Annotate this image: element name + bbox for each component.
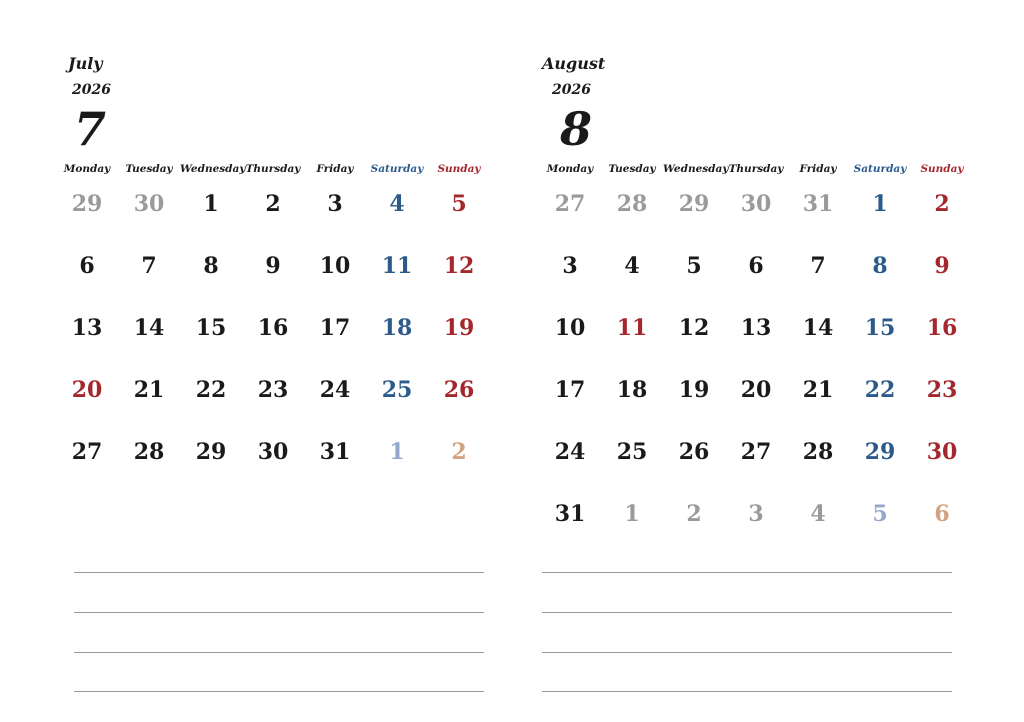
note-line <box>74 652 484 653</box>
day-cell: 8 <box>872 253 888 279</box>
month-name: August <box>542 54 606 73</box>
note-line <box>74 572 484 573</box>
month-number: 8 <box>560 102 593 156</box>
day-cell: 8 <box>203 253 219 279</box>
day-cell: 11 <box>616 315 648 341</box>
day-cell: 18 <box>381 315 413 341</box>
day-cell: 20 <box>740 377 772 403</box>
day-cell: 17 <box>554 377 586 403</box>
note-line <box>74 691 484 692</box>
day-cell: 5 <box>872 501 888 527</box>
day-grid <box>56 186 490 546</box>
day-cell: 14 <box>802 315 834 341</box>
weekday-label-sunday: Sunday <box>437 163 481 175</box>
weekday-label: Tuesday <box>125 163 173 175</box>
day-cell: 13 <box>740 315 772 341</box>
day-cell: 24 <box>554 439 586 465</box>
day-cell: 9 <box>265 253 281 279</box>
weekday-label: Thursday <box>728 163 784 175</box>
day-cell: 18 <box>616 377 648 403</box>
day-cell: 25 <box>616 439 648 465</box>
day-cell: 6 <box>748 253 764 279</box>
day-cell: 27 <box>740 439 772 465</box>
note-line <box>74 612 484 613</box>
day-cell: 3 <box>327 191 343 217</box>
day-cell: 4 <box>389 191 405 217</box>
day-cell: 28 <box>133 439 165 465</box>
day-cell: 1 <box>203 191 219 217</box>
weekday-label: Thursday <box>245 163 301 175</box>
day-cell: 28 <box>616 191 648 217</box>
day-cell: 30 <box>740 191 772 217</box>
day-cell: 23 <box>257 377 289 403</box>
weekday-label: Friday <box>316 163 354 175</box>
day-cell: 19 <box>678 377 710 403</box>
weekday-label: Tuesday <box>608 163 656 175</box>
day-cell: 6 <box>79 253 95 279</box>
weekday-header <box>539 163 973 179</box>
day-cell: 30 <box>133 191 165 217</box>
day-cell: 1 <box>872 191 888 217</box>
day-cell: 1 <box>389 439 405 465</box>
note-line <box>542 691 952 692</box>
day-cell: 10 <box>554 315 586 341</box>
day-cell: 7 <box>810 253 826 279</box>
day-cell: 17 <box>319 315 351 341</box>
day-cell: 3 <box>562 253 578 279</box>
day-cell: 28 <box>802 439 834 465</box>
day-cell: 5 <box>686 253 702 279</box>
day-cell: 2 <box>451 439 467 465</box>
day-cell: 31 <box>802 191 834 217</box>
day-cell: 30 <box>257 439 289 465</box>
day-cell: 2 <box>934 191 950 217</box>
day-cell: 15 <box>195 315 227 341</box>
day-cell: 16 <box>926 315 958 341</box>
day-cell: 21 <box>133 377 165 403</box>
weekday-label-saturday: Saturday <box>370 163 424 175</box>
day-cell: 5 <box>451 191 467 217</box>
month-july <box>63 0 488 722</box>
weekday-label: Monday <box>546 163 594 175</box>
month-year: 2026 <box>72 82 111 98</box>
day-cell: 6 <box>934 501 950 527</box>
day-cell: 31 <box>554 501 586 527</box>
day-cell: 27 <box>554 191 586 217</box>
day-cell: 15 <box>864 315 896 341</box>
weekday-label-sunday: Sunday <box>920 163 964 175</box>
day-cell: 4 <box>624 253 640 279</box>
day-cell: 12 <box>443 253 475 279</box>
day-cell: 26 <box>443 377 475 403</box>
day-cell: 22 <box>864 377 896 403</box>
weekday-label: Friday <box>799 163 837 175</box>
day-cell: 24 <box>319 377 351 403</box>
month-name: July <box>68 54 103 73</box>
day-cell: 27 <box>71 439 103 465</box>
day-cell: 1 <box>624 501 640 527</box>
weekday-label: Wednesday <box>180 163 246 175</box>
day-cell: 10 <box>319 253 351 279</box>
weekday-label-saturday: Saturday <box>853 163 907 175</box>
weekday-label: Monday <box>63 163 111 175</box>
day-cell: 29 <box>195 439 227 465</box>
day-cell: 29 <box>678 191 710 217</box>
day-cell: 29 <box>71 191 103 217</box>
day-cell: 22 <box>195 377 227 403</box>
note-line <box>542 652 952 653</box>
day-cell: 9 <box>934 253 950 279</box>
weekday-header <box>56 163 490 179</box>
day-cell: 30 <box>926 439 958 465</box>
day-cell: 16 <box>257 315 289 341</box>
day-cell: 4 <box>810 501 826 527</box>
day-cell: 14 <box>133 315 165 341</box>
day-cell: 7 <box>141 253 157 279</box>
day-cell: 19 <box>443 315 475 341</box>
day-cell: 25 <box>381 377 413 403</box>
day-cell: 3 <box>748 501 764 527</box>
day-cell: 11 <box>381 253 413 279</box>
day-cell: 31 <box>319 439 351 465</box>
day-cell: 2 <box>265 191 281 217</box>
month-august <box>542 0 962 722</box>
day-cell: 2 <box>686 501 702 527</box>
month-number: 7 <box>74 102 107 156</box>
month-year: 2026 <box>552 82 591 98</box>
day-cell: 26 <box>678 439 710 465</box>
day-cell: 21 <box>802 377 834 403</box>
note-line <box>542 572 952 573</box>
weekday-label: Wednesday <box>663 163 729 175</box>
day-cell: 20 <box>71 377 103 403</box>
day-grid <box>539 186 973 546</box>
day-cell: 29 <box>864 439 896 465</box>
day-cell: 23 <box>926 377 958 403</box>
day-cell: 13 <box>71 315 103 341</box>
day-cell: 12 <box>678 315 710 341</box>
note-line <box>542 612 952 613</box>
